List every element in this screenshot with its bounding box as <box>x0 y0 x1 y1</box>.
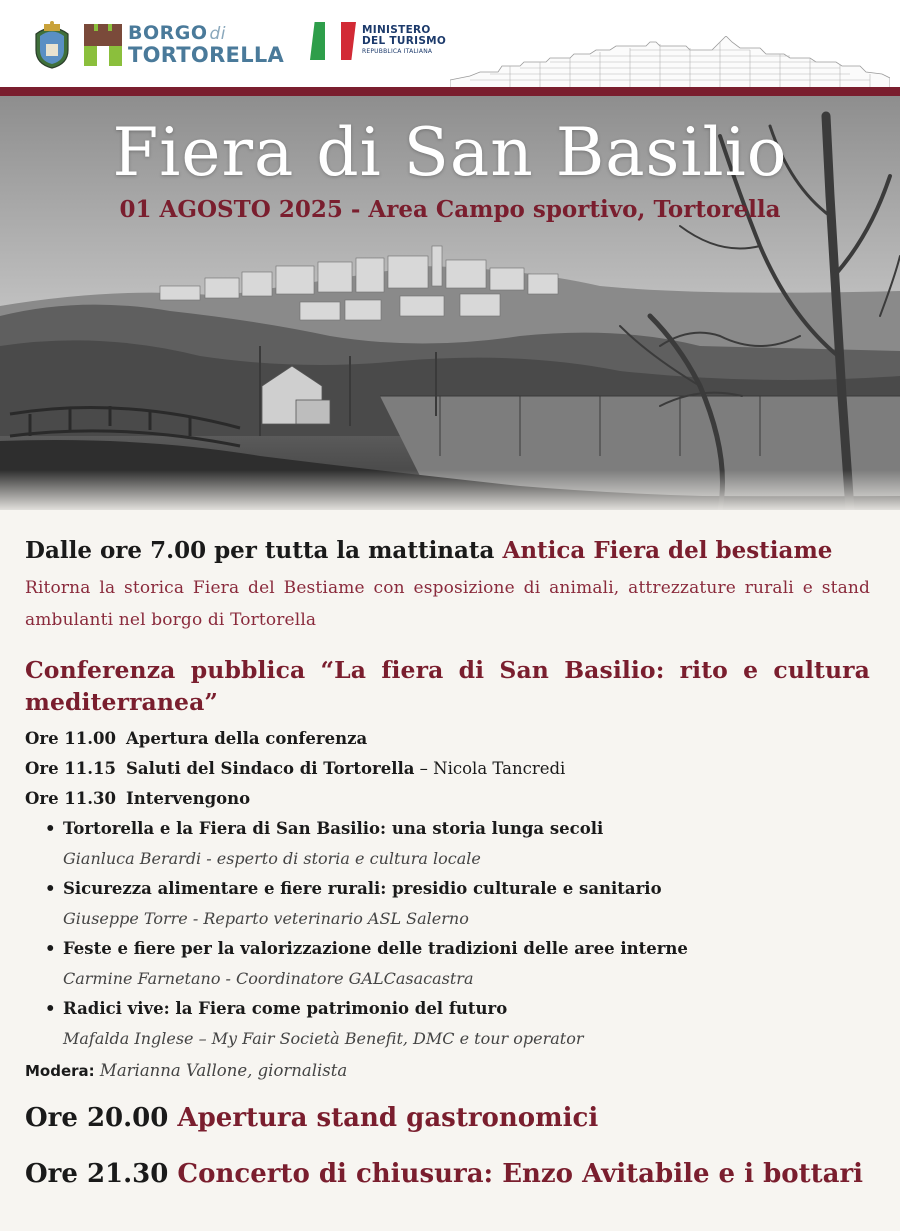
municipal-crest-icon <box>30 20 74 70</box>
evening-item <box>25 1092 870 1144</box>
ministero-line2: DEL TURISMO <box>362 35 447 48</box>
photo-fade <box>0 470 900 520</box>
header-divider <box>0 87 900 96</box>
talk-title: • Sicurezza alimentare e fiere rurali: presidio culturale e sanitario <box>43 874 870 904</box>
moderator-line <box>25 1056 870 1086</box>
moderator-label: Modera: <box>25 1062 95 1080</box>
event-date-location: 01 AGOSTO 2025 - Area Campo sportivo, Tortorella <box>119 196 781 223</box>
ministero-line1: MINISTERO <box>362 24 431 36</box>
talk-item <box>43 874 870 934</box>
schedule-label: Intervengono <box>125 789 251 808</box>
tortorella-label: TORTORELLA <box>128 43 285 67</box>
schedule-row <box>25 724 870 754</box>
talk-item <box>43 934 870 994</box>
morning-heading <box>25 534 870 568</box>
borgo-di-label: di <box>209 24 227 44</box>
event-title: Fiera di San Basilio <box>112 114 788 191</box>
hero-photo <box>0 96 900 510</box>
schedule-time: Ore 11.00 <box>25 729 116 748</box>
morning-lead: Dalle ore 7.00 per tutta la mattinata <box>25 537 495 564</box>
ministero-logo <box>362 25 446 55</box>
schedule-label: Apertura della conferenza <box>125 729 368 748</box>
talk-title: • Radici vive: la Fiera come patrimonio del futuro <box>43 994 870 1024</box>
talk-title: • Feste e fiere per la valorizzazione delle tradizioni delle aree interne <box>43 934 870 964</box>
evening-time: Ore 21.30 <box>25 1159 169 1189</box>
evening-label: Concerto di chiusura: Enzo Avitabile e i bottari <box>177 1159 864 1189</box>
talk-speaker: Carmine Farnetano - Coordinatore GALCasacastra <box>63 969 474 988</box>
schedule-row <box>25 784 870 814</box>
programme <box>25 534 870 1200</box>
talk-item <box>43 994 870 1054</box>
conference-title: Conferenza pubblica “La fiera di San Basilio: rito e cultura mediterranea” <box>25 656 870 716</box>
evening-label: Apertura stand gastronomici <box>177 1103 599 1133</box>
conference-schedule <box>25 724 870 1086</box>
morning-title: Antica Fiera del bestiame <box>502 537 833 564</box>
borgo-label: BORGO <box>128 22 208 44</box>
talk-title: • Tortorella e la Fiera di San Basilio: una storia lunga secoli <box>43 814 870 844</box>
schedule-time: Ore 11.15 <box>25 759 116 778</box>
morning-description: Ritorna la storica Fiera del Bestiame con esposizione di animali, attrezzature rurali e stand ambulanti nel borgo di Tortorella <box>25 578 870 630</box>
schedule-row <box>25 754 870 784</box>
moderator-name: Marianna Vallone, giornalista <box>99 1061 348 1080</box>
talk-item <box>43 814 870 874</box>
evening-item <box>25 1148 870 1200</box>
ministero-line3: REPUBBLICA ITALIANA <box>362 48 433 56</box>
header <box>0 0 900 90</box>
village-skyline-illustration <box>450 36 890 88</box>
schedule-extra: – Nicola Tancredi <box>414 759 566 778</box>
borgo-di-tortorella-logo <box>84 22 284 68</box>
talks-list <box>43 814 870 1054</box>
talk-speaker: Giuseppe Torre - Reparto veterinario ASL Salerno <box>63 909 469 928</box>
schedule-label: Saluti del Sindaco di Tortorella <box>125 759 415 778</box>
castle-mark-icon <box>84 24 122 66</box>
evening-time: Ore 20.00 <box>25 1103 169 1133</box>
talk-speaker: Gianluca Berardi - esperto di storia e cultura locale <box>63 849 481 868</box>
talk-speaker: Mafalda Inglese – My Fair Società Benefit, DMC e tour operator <box>63 1029 584 1048</box>
italian-flag-icon <box>310 22 356 60</box>
schedule-time: Ore 11.30 <box>25 789 116 808</box>
